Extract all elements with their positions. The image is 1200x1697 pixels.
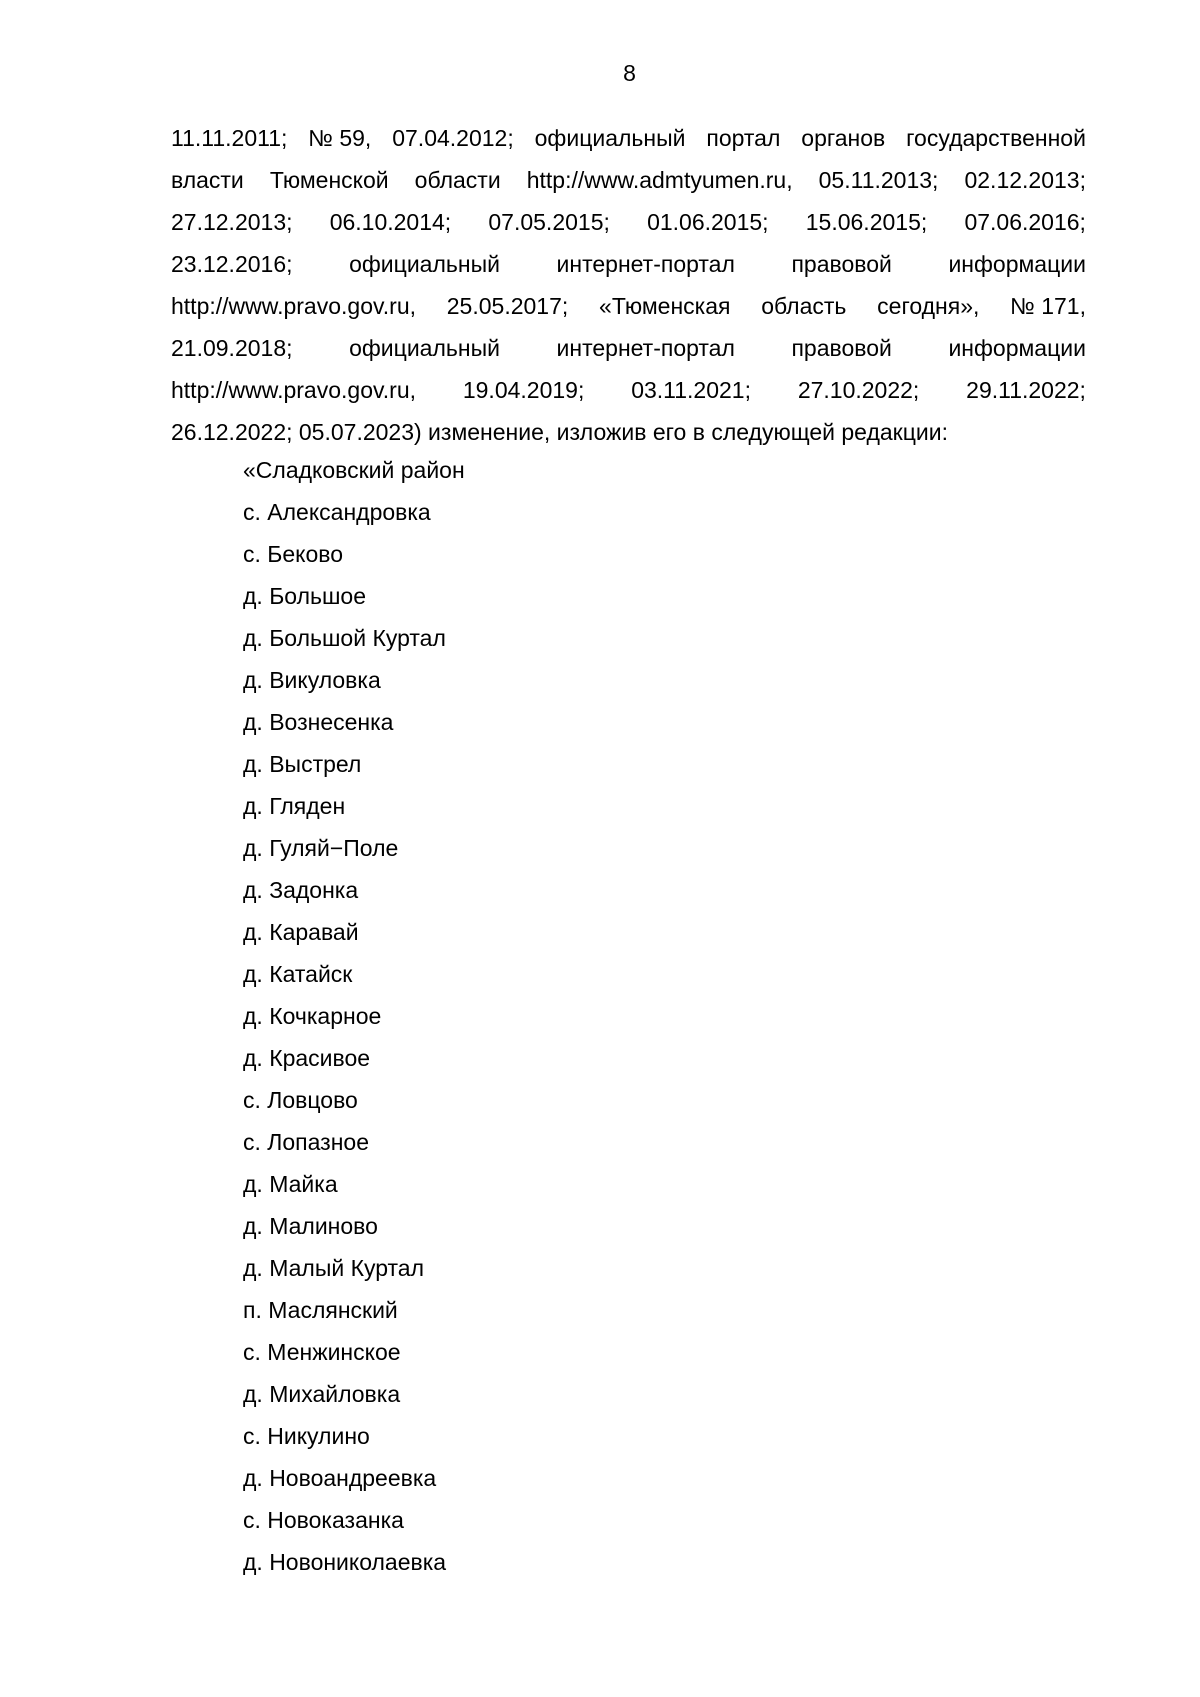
settlement-item: с. Менжинское <box>243 1339 401 1365</box>
paragraph-line <box>171 285 1086 327</box>
paragraph-line <box>171 117 1086 159</box>
settlement-item: д. Гуляй−Поле <box>243 835 399 861</box>
paragraph-word: официальный <box>534 125 686 151</box>
paragraph-word: интернет-портал <box>556 251 735 277</box>
paragraph-word: 05.11.2013; <box>818 167 939 193</box>
paragraph-word: 15.06.2015; <box>805 209 928 235</box>
settlement-item: д. Большой Куртал <box>243 625 446 651</box>
paragraph-word: 27.10.2022; <box>797 377 920 403</box>
paragraph-word: государственной <box>906 125 1086 151</box>
settlement-item: д. Новониколаевка <box>243 1549 447 1575</box>
paragraph-word: информации <box>948 335 1086 361</box>
settlement-item: д. Выстрел <box>243 751 362 777</box>
paragraph-word: Тюменской <box>269 167 389 193</box>
paragraph-word: сегодня», <box>877 293 980 319</box>
paragraph-word: № 171, <box>1010 293 1086 319</box>
paragraph-word: 27.12.2013; <box>171 209 293 235</box>
settlement-item: с. Ловцово <box>243 1087 358 1113</box>
settlement-item: с. Лопазное <box>243 1129 369 1155</box>
paragraph-word: 07.05.2015; <box>488 209 610 235</box>
paragraph-word: 23.12.2016; <box>171 251 293 277</box>
settlement-item: д. Малиново <box>243 1213 378 1239</box>
paragraph-line <box>171 411 1086 453</box>
paragraph-line <box>171 243 1086 285</box>
paragraph-word: 19.04.2019; <box>462 377 585 403</box>
settlement-item: с. Новоказанка <box>243 1507 404 1533</box>
settlement-item: д. Большое <box>243 583 367 609</box>
settlement-item: д. Кочкарное <box>243 1003 382 1029</box>
paragraph-line-text: 26.12.2022; 05.07.2023) изменение, изложив его в следующей редакции: <box>171 419 949 445</box>
settlement-item: д. Малый Куртал <box>243 1255 425 1281</box>
paragraph-word: области <box>414 167 501 193</box>
paragraph-word: правовой <box>791 335 892 361</box>
settlement-item: с. Александровка <box>243 499 431 525</box>
paragraph-word: область <box>761 293 847 319</box>
settlement-list <box>243 449 465 1583</box>
paragraph-word: власти <box>171 167 244 193</box>
settlement-item: д. Михайловка <box>243 1381 401 1407</box>
paragraph-word: http://www.admtyumen.ru, <box>526 167 793 193</box>
paragraph-word: 06.10.2014; <box>329 209 452 235</box>
paragraph-word: интернет-портал <box>556 335 735 361</box>
settlement-item: д. Катайск <box>243 961 353 987</box>
settlement-item: д. Новоандреевка <box>243 1465 437 1491</box>
settlement-item: д. Викуловка <box>243 667 381 693</box>
settlement-item: с. Никулино <box>243 1423 370 1449</box>
paragraph-line <box>171 327 1086 369</box>
paragraph-word: 25.05.2017; <box>446 293 569 319</box>
paragraph-word: «Тюменская <box>599 293 731 319</box>
paragraph-word: правовой <box>791 251 892 277</box>
paragraph-word: http://www.pravo.gov.ru, <box>171 377 417 403</box>
page-number: 8 <box>623 60 636 86</box>
paragraph-line <box>171 201 1086 243</box>
paragraph-word: органов <box>801 125 886 151</box>
paragraph-word: официальный <box>349 335 500 361</box>
paragraph-word: 29.11.2022; <box>966 377 1086 403</box>
settlement-item: п. Маслянский <box>243 1297 398 1323</box>
paragraph-word: информации <box>948 251 1086 277</box>
paragraph-word: № 59, <box>308 125 372 151</box>
paragraph-word: 07.06.2016; <box>964 209 1086 235</box>
paragraph-line <box>171 369 1086 411</box>
settlement-item: д. Красивое <box>243 1045 371 1071</box>
paragraph-word: 11.11.2011; <box>171 125 288 151</box>
body-paragraph <box>171 117 1086 453</box>
paragraph-line <box>171 159 1086 201</box>
district-heading: «Сладковский район <box>243 457 465 483</box>
paragraph-word: портал <box>706 125 781 151</box>
paragraph-word: официальный <box>349 251 500 277</box>
paragraph-word: 07.04.2012; <box>392 125 514 151</box>
paragraph-word: 02.12.2013; <box>964 167 1086 193</box>
settlement-item: д. Гляден <box>243 793 346 819</box>
paragraph-word: 03.11.2021; <box>631 377 751 403</box>
paragraph-word: 21.09.2018; <box>171 335 293 361</box>
settlement-item: с. Беково <box>243 541 344 567</box>
paragraph-word: 01.06.2015; <box>647 209 769 235</box>
settlement-item: д. Вознесенка <box>243 709 394 735</box>
settlement-item: д. Майка <box>243 1171 338 1197</box>
paragraph-word: http://www.pravo.gov.ru, <box>171 293 417 319</box>
settlement-item: д. Задонка <box>243 877 359 903</box>
settlement-item: д. Каравай <box>243 919 359 945</box>
